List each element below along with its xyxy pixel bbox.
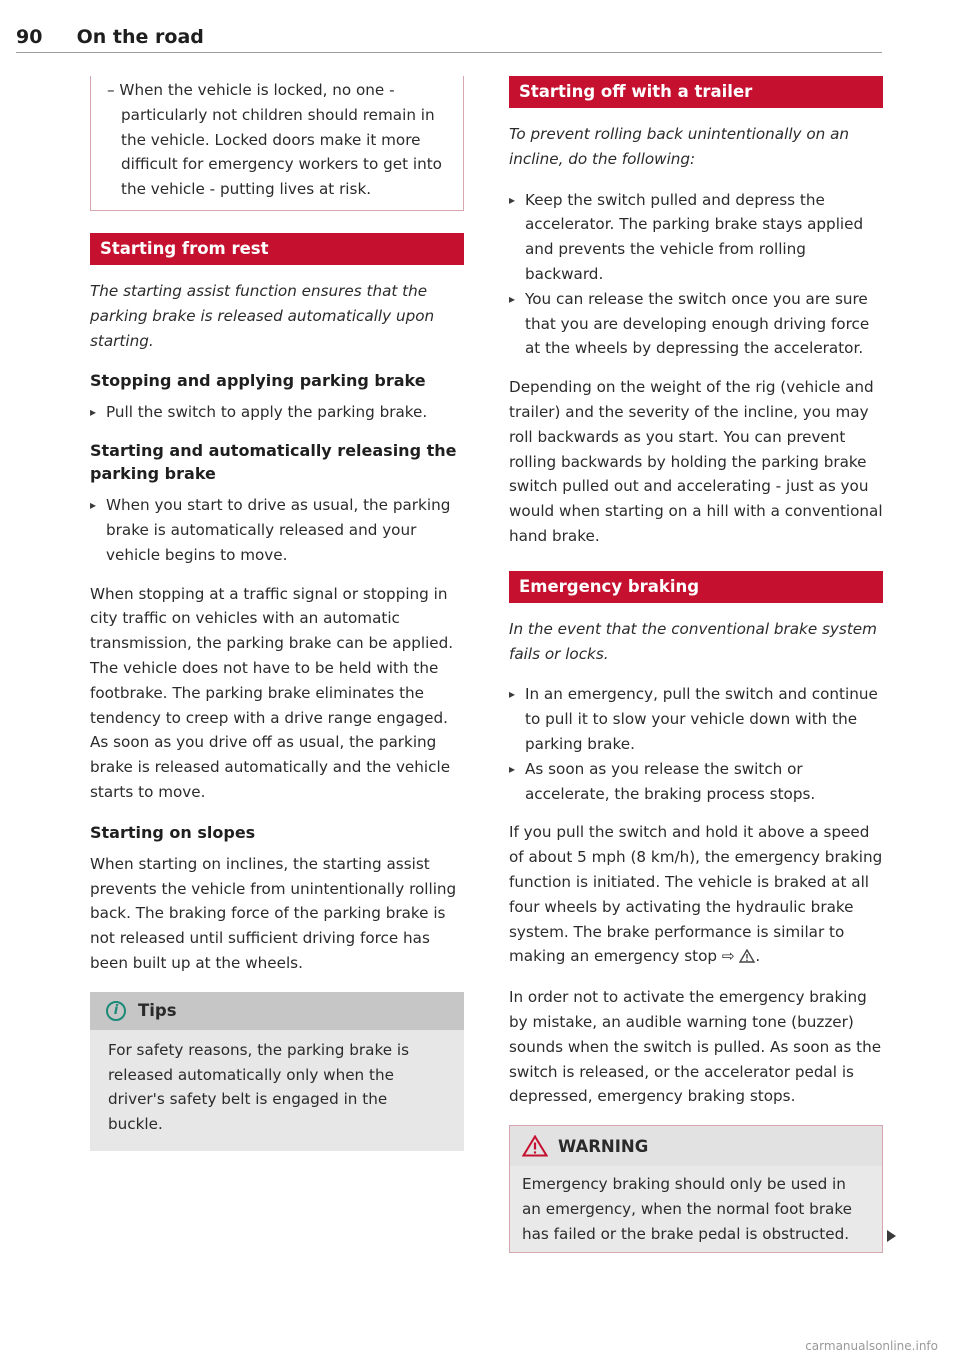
stopping-steps: [90, 400, 464, 425]
section-title: On the road: [76, 26, 204, 48]
trailer-steps: [509, 188, 883, 362]
warning-triangle-icon: [739, 949, 755, 963]
emergency-paragraph-1: [509, 820, 883, 969]
list-item: ▸ As soon as you release the switch or accelerate, the braking process stops.: [509, 757, 883, 807]
watermark: carmanualsonline.info: [805, 1339, 938, 1353]
trailer-intro: To prevent rolling back unintentionally on an incline, do the following:: [509, 125, 850, 168]
tips-title: Tips: [138, 1001, 177, 1021]
emergency-intro: In the event that the conventional brake system fails or locks.: [509, 619, 877, 663]
emergency-paragraph-1-text: If you pull the switch and hold it above a speed of about 5 mph (8 km/h), the emergency braking function is initiated. The vehicle is braked at all four wheels by activating the hydraulic brake system. The brake performance is similar to making an emergency stop ⇨: [509, 823, 883, 966]
slopes-paragraph: When starting on inclines, the starting assist prevents the vehicle from unintentionally rolling back. The braking force of the parking brake is not released until sufficient driving force has been built up at the wheels.: [90, 854, 457, 972]
header-divider: [16, 52, 882, 53]
page-number: 90: [16, 26, 43, 48]
traffic-signal-paragraph: When stopping at a traffic signal or stopping in city traffic on vehicles with an automatic transmission, the parking brake can be applied. The vehicle does not have to be held with the footbrake. The parking brake eliminates the tendency to creep with a drive range engaged. As soon as you drive off as usual, the parking brake is released automatically and the vehicle starts to move.: [90, 584, 454, 801]
section-bar-trailer: Starting off with a trailer: [509, 76, 883, 108]
starting-from-rest-intro: The starting assist function ensures that the parking brake is released automatically upon starting.: [90, 281, 435, 350]
list-item: ▸ When you start to drive as usual, the parking brake is automatically released and your vehicle begins to move.: [90, 493, 464, 567]
warning-box: [509, 1125, 883, 1253]
list-item: ▸ In an emergency, pull the switch and continue to pull it to slow your vehicle down with the parking brake.: [509, 682, 883, 756]
emergency-paragraph-1-end: .: [755, 947, 761, 966]
info-icon: i: [106, 1001, 126, 1021]
subheading-stopping: Stopping and applying parking brake: [90, 371, 426, 391]
page-header: [16, 26, 204, 50]
section-bar-starting-from-rest: Starting from rest: [90, 233, 464, 265]
emergency-steps: [509, 682, 883, 806]
subheading-slopes: Starting on slopes: [90, 822, 256, 842]
list-item: ▸ Pull the switch to apply the parking brake.: [90, 400, 464, 425]
warning-text: Emergency braking should only be used in an emergency, when the normal foot brake has failed or the brake pedal is obstructed.: [522, 1175, 852, 1243]
emergency-paragraph-2: In order not to activate the emergency braking by mistake, an audible warning tone (buzzer) sounds when the switch is pulled. As soon as the switch is released, or the accelerator pedal is depressed, emergency braking stops.: [509, 988, 882, 1106]
warning-header: [510, 1126, 882, 1166]
warning-triangle-icon: [522, 1135, 548, 1157]
tips-text: For safety reasons, the parking brake is released automatically only when the driver's safety belt is engaged in the buckle.: [108, 1040, 409, 1134]
lock-warning-text: – When the vehicle is locked, no one - particularly not children should remain in the vehicle. Locked doors make it more difficult for emergency workers to get into the vehicle - putting lives at risk.: [107, 81, 442, 199]
auto-release-steps: [90, 493, 464, 567]
list-item: ▸ You can release the switch once you are sure that you are developing enough driving force at the wheels by depressing the accelerator.: [509, 287, 883, 361]
tips-box: [90, 992, 464, 1151]
tips-header: [90, 992, 464, 1030]
list-item: ▸ Keep the switch pulled and depress the accelerator. The parking brake stays applied and prevents the vehicle from rolling backward.: [509, 188, 883, 287]
continue-arrow-icon: [887, 1230, 896, 1242]
trailer-paragraph: Depending on the weight of the rig (vehicle and trailer) and the severity of the incline, you may roll backwards as you start. You can prevent rolling backwards by holding the parking brake switch pulled out and accelerating - just as you would when starting on a hill with a conventional hand brake.: [509, 378, 883, 545]
lock-warning-continuation: [90, 76, 464, 211]
subheading-auto-release: Starting and automatically releasing the parking brake: [90, 441, 457, 484]
right-column: [509, 76, 883, 1253]
section-bar-emergency-braking: Emergency braking: [509, 571, 883, 603]
left-column: [90, 76, 464, 1151]
warning-title: WARNING: [558, 1136, 649, 1156]
